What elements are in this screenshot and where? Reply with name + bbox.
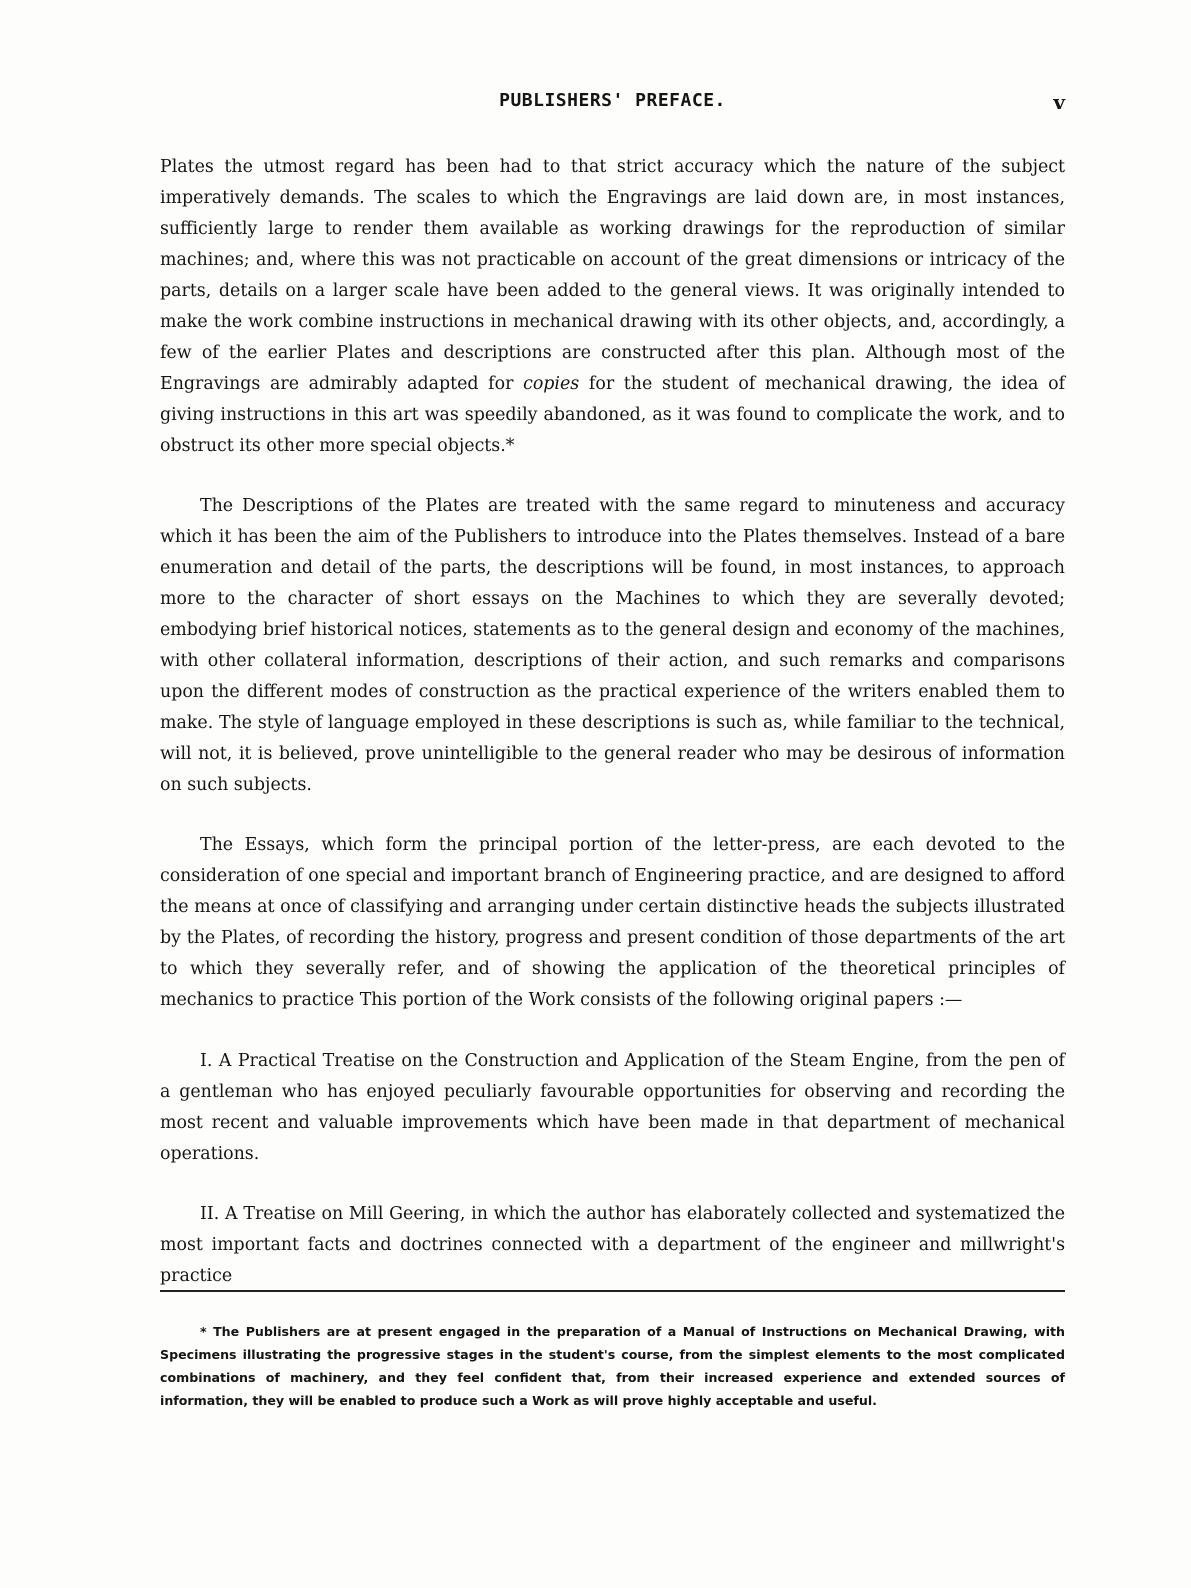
body-text [160, 152, 1065, 1292]
italic-word: copies [523, 374, 580, 394]
paragraph-descriptions: The Descriptions of the Plates are treated with the same regard to minuteness and accuracy which it has been the aim of the Publishers to introduce into the Plates themselves. Instead of a bare enumeration and detail of the parts, the descriptions will be found, in most instances, to approach more to the character of short essays on the Machines to which they are severally devoted; embodying brief historical notices, statements as to the general design and economy of the machines, with other collateral information, descriptions of their action, and such remarks and comparisons upon the different modes of construction as the practical experience of the writers enabled them to make. The style of language employed in these descriptions is such as, while familiar to the technical, will not, it is believed, prove unintelligible to the general reader who may be desirous of information on such subjects. [160, 496, 1065, 795]
running-title: PUBLISHERS' PREFACE. [499, 90, 726, 111]
paragraph-text: for the student of mechanical drawing, the idea of giving instructions in this art was speedily abandoned, as it was found to complicate the work, and to obstruct its other more special objects.* [160, 374, 1066, 456]
paragraph-continued [160, 152, 1065, 462]
paragraph-mill-geering: II. A Treatise on Mill Geering, in which the author has elaborately collected and systematized the most important facts and doctrines connected with a department of the engineer and millwright's practice [160, 1204, 1065, 1286]
page-header [160, 84, 1065, 120]
footnote: * The Publishers are at present engaged in the preparation of a Manual of Instructions on Mechanical Drawing, with Specimens illustrating the progressive stages in the student's course, from the simplest elements to the most complicated combinations of machinery, and they feel confident that, from their increased experience and extended sources of information, they will be enabled to produce such a Work as will prove highly acceptable and useful. [160, 1324, 1065, 1408]
footnote-divider [160, 1290, 1065, 1292]
paragraph-essays: The Essays, which form the principal portion of the letter-press, are each devoted to the consideration of one special and important branch of Engineering practice, and are designed to afford the means at once of classifying and arranging under certain distinctive heads the subjects illustrated by the Plates, of recording the history, progress and present condition of those departments of the art to which they severally refer, and of showing the application of the theoretical principles of mechanics to practice This portion of the Work consists of the following original papers :— [160, 835, 1065, 1010]
page-number: v [1053, 90, 1065, 114]
paragraph-steam-engine: I. A Practical Treatise on the Construction and Application of the Steam Engine, from the pen of a gentleman who has enjoyed peculiarly favourable opportunities for observing and recording the most recent and valuable improvements which have been made in that department of mechanical operations. [160, 1051, 1065, 1164]
paragraph-text: Plates the utmost regard has been had to that strict accuracy which the nature of the subject imperatively demands. The scales to which the Engravings are laid down are, in most instances, sufficiently large to render them available as working drawings for the reproduction of similar machines; and, where this was not practicable on account of the great dimensions or intricacy of the parts, details on a larger scale have been added to the general views. It was originally intended to make the work combine instructions in mechanical drawing with its other objects, and, accordingly, a few of the earlier Plates and descriptions are constructed after this plan. Although most of the Engravings are admirably adapted for [160, 157, 1065, 394]
